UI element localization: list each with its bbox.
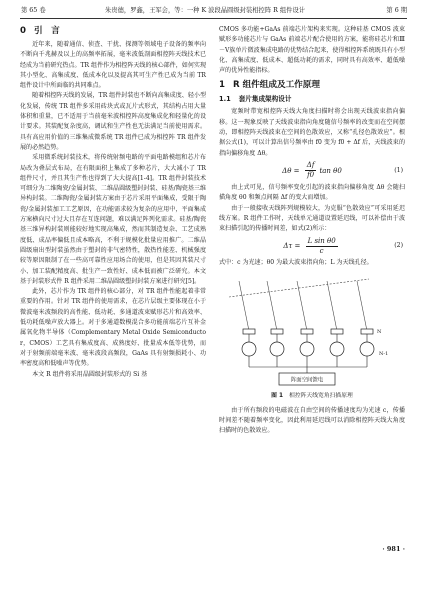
- subsection-heading-chipset: 1.1 套片集成架构设计: [219, 95, 292, 104]
- delay-line-circles: [242, 342, 374, 356]
- section-heading-composition: 1 R 组件组成及工作原理: [219, 80, 320, 91]
- incident-wavefront-rays: [229, 279, 369, 331]
- paragraph: CMOS 多功能+GaAs 前端芯片架构来实现。这种硅基 CMOS 波束赋形多功能芯片与 GaAs 前端芯片配合使用的方案，能将硅芯片和Ⅲ－Ⅴ族单片微波集成电路的优势结合起来，使得相控阵系统既具有小型化、高集成度、低成本、超低功耗的需求，同时具有高效率、超低噪声的优异性能指标。: [219, 26, 405, 75]
- element-label-n: N: [377, 328, 382, 335]
- paragraph: 由于一般接收天线阵列规模较大，为克服“色散效应”可采用延迟线方案。R 组件工作时，天线单元通道设置延迟线，可以补偿由于波束扫描引起的传播时间差，如式(2)所示：: [219, 204, 405, 233]
- section-heading-introduction: 0 引 言: [20, 26, 60, 36]
- paragraph: 式中：c 为光速；θ0 为最大波束指向角；L 为天线孔径。: [219, 259, 373, 267]
- equation-number: (2): [394, 242, 403, 250]
- paragraph: 宽频时带宽相控阵天线大角度扫描时将会出现天线波束指向偏移。这一现象反映了天线波束指向角度随信号频率的改变而在空间摆动，即相控阵天线波束在空间的色散效应，又称“孔径色散效应”。根据公式(1)，可以计算出信号频率由 f0 变为 f0 + Δf 后，天线波束的指向偏移角度 Δθ。: [219, 108, 405, 157]
- right-column: [219, 25, 405, 437]
- paragraph: 本文 R 组件将采用晶圆级封装形式的 Si 基: [32, 370, 148, 378]
- element-label-n-minus-1: N-1: [379, 350, 389, 357]
- figure-wide-angle-scan-diagram: [219, 273, 405, 389]
- left-column: [20, 25, 206, 380]
- header-rule: [20, 18, 407, 19]
- paragraph: 由于所有频段的电磁波在自由空间的传播速度均为光速 c，传播时间差不随着频率变化，因此利用延迟线可以消除相控阵天线大角度扫描时的色散效应。: [219, 406, 405, 435]
- antenna-elements: [243, 329, 373, 334]
- running-header-left: 第 65 卷: [21, 7, 46, 14]
- paragraph: 随着相控阵天线的发展，TR 组件封装也不断向高集成度、轻小型化发展，传统 TR 组件多采用砖块式或瓦片式形式，其结构占用大量体积和重量，已不适用于当前毫米波相控阵高度集成化和轻量化的设计要求。其装配复杂度高，调试和生产性也无法满足当前使用需求。具有高应用价值的三维集成微系统 TR 组件已成为相控阵 TR 组件发展的必然趋势。: [20, 92, 206, 151]
- paragraph: 由上式可见，信号频率变化引起的波束指向偏移角度 Δθ 会随扫描角度 θ0 和频点间隔 Δf 的变大而增加。: [219, 183, 405, 202]
- paragraph: 采用微系统封装技术，将传统射频电路的平面电路模组和芯片布局改为叠层式布局，在有限面积上集成了多种芯片，大大减小了 TR 组件尺寸，并且其生产性也得到了大大提高[1-4]。TR 组件封装技术可细分为二维陶瓷/金属封装、二维晶圆级塑封封装、硅基/陶瓷基三维异构封装。二维陶瓷/金属封装方案由于芯片采用平面集成，受限于陶瓷/金属封装加工工艺原因，在功能需求较为复杂的应用中，平面集成方案横向尺寸过大且存在互连问题，难以满足阵列化需求。硅基/陶瓷基三维异构封装则能较好地实现高集成，然而其制造复杂、工艺成熟度低、成品率偏低且成本略高，不利于规模化批量应用推广。二维晶圆级扇出型封装虽然由于塑封的非气密特性，散热性能差、机械强度较等原因限制了在一些高可靠性应用场合的使用，但是其因其装尺寸小、加工装配精度高、批生产一致性好、成本低而被广泛研究。本文基于封装形式件 R 组件采用二维晶圆级塑封封装方案进行研究[5]。: [20, 154, 206, 285]
- element-feed-lines: [249, 334, 367, 373]
- page-number: · 981 ·: [382, 545, 405, 553]
- equation-number: (1): [394, 166, 403, 174]
- running-header-title: 朱贵德，罗鑫，王军会，等：一种 K 波段晶圆级封装相控阵 R 组件设计: [105, 7, 306, 14]
- running-header-right: 第 6 期: [386, 7, 407, 14]
- paragraph: 此外，芯片作为 TR 组件的核心部分，对 TR 组件性能起着非常重要的作用。针对 TR 组件的使用需求，在芯片层级主要体现在小于微波毫米波频段的高性能、低功耗、多通道波束赋形芯片和高效率、低功耗低噪声放大器上。对于多通道数模混合多功能前端芯片互补金属氧化物半导体（Complementary Metal Oxide Semiconductor，CMOS）工艺具有集成度高、成熟度好、批量成本低等优势，而对于射频前端毫米波、毫米波段高频段，GaAs 具有射频损耗小、功率密度高和低噪声等优势。: [20, 288, 206, 368]
- paragraph: 近年来，随着通信、侦查、干扰、探测等领域电子设备的频率向不断向千兆赫及以上的高频率拓展，毫米波低剖面相控阵天线技术已经成为当前研究热点。TR 组件作为相控阵天线的核心部件，如何实现其小型化、高集成度、低成本化以及提高其可生产性已成为当前 TR 组件设计中所面临的共同难点。: [20, 41, 206, 90]
- feed-network-label: 阵面空间馈电: [290, 377, 324, 384]
- equation-2: Δτ = $\frac{\text{L sin θ0}}{c}$ (2): [283, 236, 403, 255]
- equation-1: Δθ = $\frac{\Delta f}{f0}$ tan θ0 (1): [282, 161, 403, 180]
- figure-caption: 图 1 相控阵天线宽角扫描原理: [271, 392, 353, 399]
